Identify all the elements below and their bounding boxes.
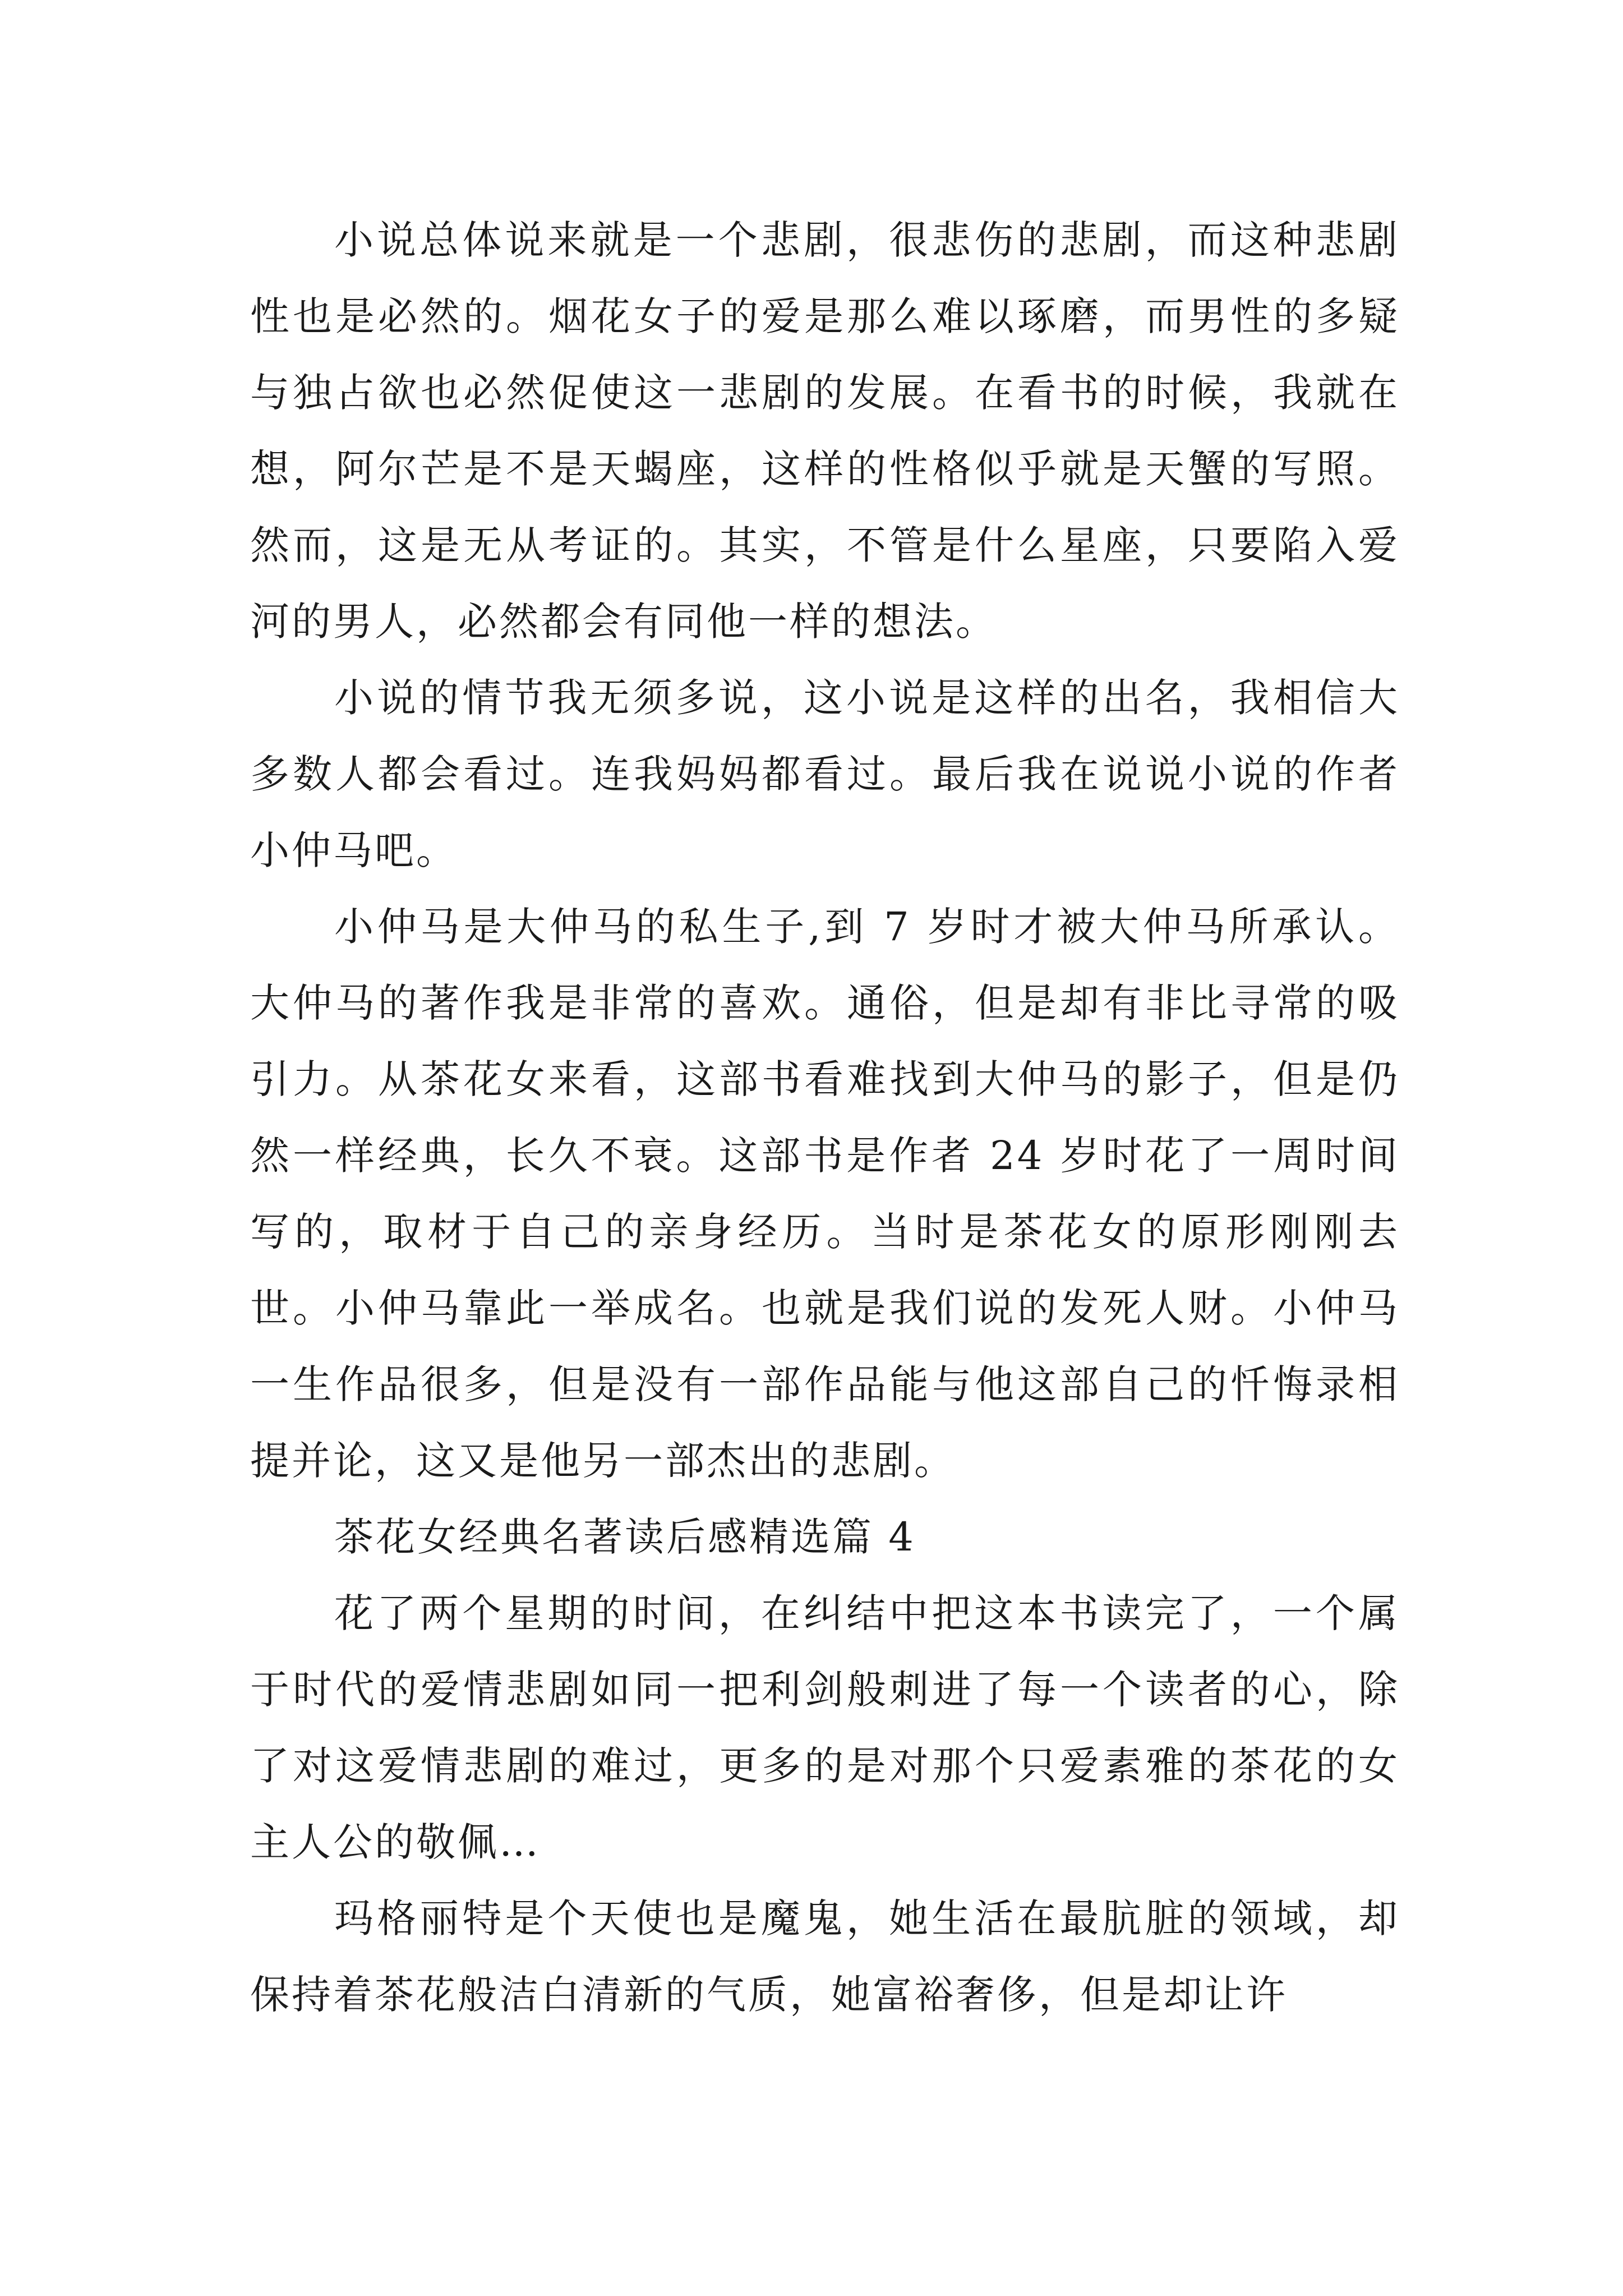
paragraph-marguerite: 玛格丽特是个天使也是魔鬼，她生活在最肮脏的领域，却保持着茶花般洁白清新的气质，她富裕奢侈，但是却让许	[250, 1895, 1400, 2018]
section-heading: 茶花女经典名著读后感精选篇 4	[334, 1514, 916, 1560]
paragraph-plot: 小说的情节我无须多说，这小说是这样的出名，我相信大多数人都会看过。连我妈妈都看过。最后我在说说小说的作者小仲马吧。	[250, 675, 1400, 873]
paragraph-tragedy: 小说总体说来就是一个悲剧，很悲伤的悲剧，而这种悲剧性也是必然的。烟花女子的爱是那么难以琢磨，而男性的多疑与独占欲也必然促使这一悲剧的发展。在看书的时候，我就在想，阿尔芒是不是天蝎座，这样的性格似乎就是天蟹的写照。然而，这是无从考证的。其实，不管是什么星座，只要陷入爱河的男人，必然都会有同他一样的想法。	[250, 217, 1400, 645]
document-body	[250, 202, 1400, 2033]
paragraph-author: 小仲马是大仲马的私生子,到 7 岁时才被大仲马所承认。大仲马的著作我是非常的喜欢。通俗，但是却有非比寻常的吸引力。从茶花女来看，这部书看难找到大仲马的影子，但是仍然一样经典，长久不衰。这部书是作者 24 岁时花了一周时间写的，取材于自己的亲身经历。当时是茶花女的原形刚刚去世。小仲马靠此一举成名。也就是我们说的发死人财。小仲马一生作品很多，但是没有一部作品能与他这部自己的忏悔录相提并论，这又是他另一部杰出的悲剧。	[250, 904, 1400, 1484]
paragraph-reading: 花了两个星期的时间，在纠结中把这本书读完了，一个属于时代的爱情悲剧如同一把利剑般刺进了每一个读者的心，除了对这爱情悲剧的难过，更多的是对那个只爱素雅的茶花的女主人公的敬佩…	[250, 1590, 1400, 1865]
